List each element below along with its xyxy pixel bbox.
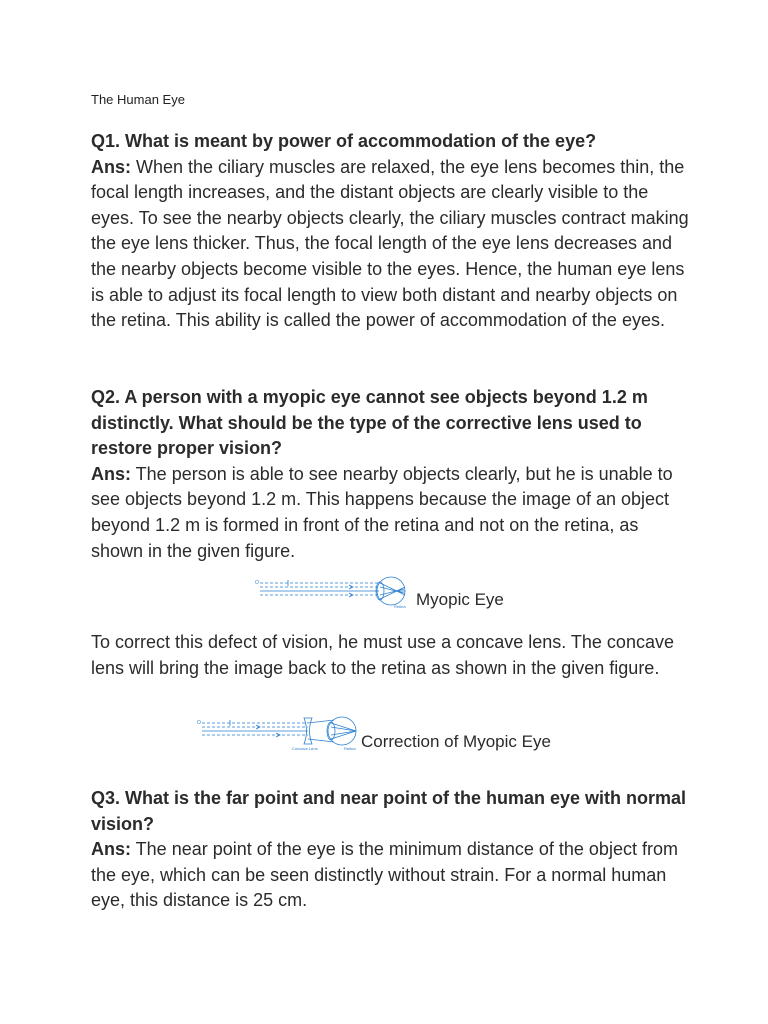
myopic-eye-diagram: [254, 572, 416, 610]
myopic-eye-figure: [254, 572, 504, 610]
q1-answer: [91, 155, 691, 334]
q2-answer-text: The person is able to see nearby objects clearly, but he is unable to see objects beyond 1.2 m. This happens because the image of an object beyond 1.2 m is formed in front of the retina and not on the retina, as shown in the given figure.: [91, 463, 673, 561]
q1-ans-label: Ans:: [91, 156, 131, 177]
q2-question: Q2. A person with a myopic eye cannot see objects beyond 1.2 m distinctly. What should be the type of the corrective lens used to restore proper vision?: [91, 387, 648, 459]
corrected-eye-figure: [196, 712, 551, 752]
corrected-eye-diagram: [196, 712, 361, 752]
q3-ans-label: Ans:: [91, 839, 131, 860]
object-label: O: [255, 580, 259, 586]
q3-answer: [91, 837, 691, 914]
retina-label: Retina: [394, 604, 406, 609]
document-title: The Human Eye: [91, 92, 185, 107]
q3-question: Q3. What is the far point and near point of the human eye with normal vision?: [91, 788, 687, 834]
concave-lens-label: Concave Lens: [292, 746, 318, 751]
q2-block: [91, 385, 691, 564]
q1-block: [91, 129, 691, 334]
retina-label-2: Retina: [344, 746, 356, 751]
q3-block: [91, 786, 691, 914]
q1-answer-text: When the ciliary muscles are relaxed, the eye lens becomes thin, the focal length increases, and the distant objects are clearly visible to the eyes. To see the nearby objects clearly, the ciliary muscles contract making the eye lens thicker. Thus, the focal length of the eye lens decreases and the nearby objects become visible to the eyes. Hence, the human eye lens is able to adjust its focal length to view both distant and nearby objects on the retina. This ability is called the power of accommodation of the eyes.: [91, 156, 689, 331]
correction-text: To correct this defect of vision, he must use a concave lens. The concave lens will bring the image back to the retina as shown in the given figure.: [91, 632, 674, 678]
myopic-eye-caption: Myopic Eye: [416, 590, 504, 609]
q2-ans-label: Ans:: [91, 463, 131, 484]
object-label-2: O: [197, 720, 201, 726]
q3-answer-text: The near point of the eye is the minimum distance of the object from the eye, which can be seen distinctly without strain. For a normal human eye, this distance is 25 cm.: [91, 839, 678, 911]
q2-answer: [91, 462, 691, 564]
corrected-eye-caption: Correction of Myopic Eye: [361, 732, 551, 751]
q1-question: Q1. What is meant by power of accommodation of the eye?: [91, 131, 597, 151]
